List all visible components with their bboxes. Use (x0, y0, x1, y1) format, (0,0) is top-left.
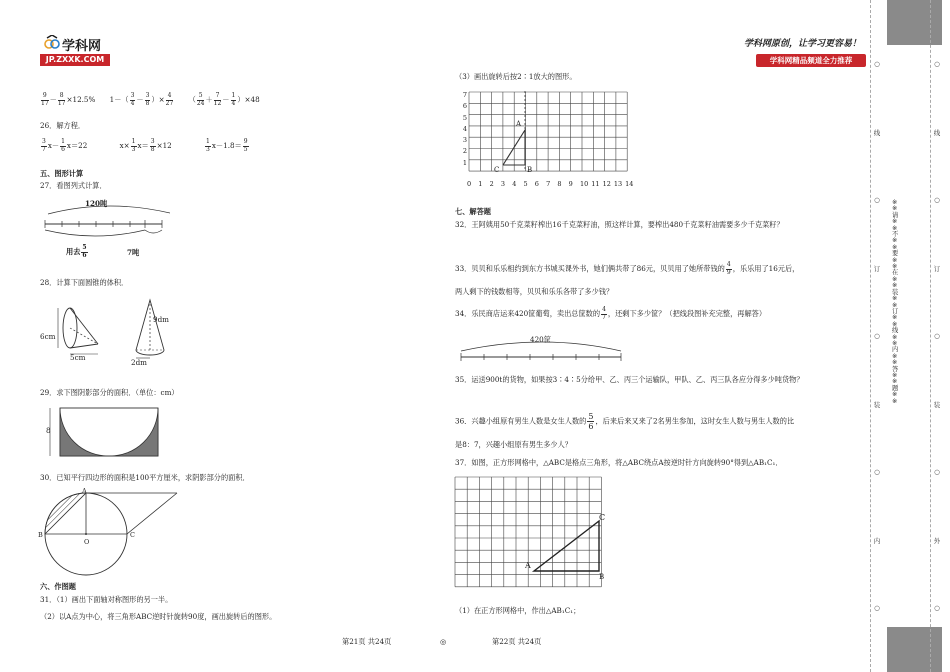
q30-circle-figure (38, 484, 188, 580)
point-b-label: B (38, 531, 43, 539)
page-number-right: 第22页 共24页 (492, 637, 542, 646)
q37-part1: （1）在正方形网格中，作出△AB₁C₁； (455, 606, 581, 615)
cone2-diameter: 2dm (131, 358, 147, 367)
grid1-point-c: C (494, 166, 500, 174)
grid2-point-c: C (599, 513, 606, 522)
q33-text: 33．贝贝和乐乐相约到东方书城买课外书，她们俩共带了86元，贝贝用了她所带钱的 $\frac{4}{9}$ ，乐乐用了16元后， (455, 261, 800, 276)
section-5-title: 五、图形计算 (40, 169, 84, 178)
q27-title: 27．看图列式计算． (40, 181, 107, 190)
q31-part2: （2）以A点为中心，将三角形ABC逆时针旋转90度，画出旋转后的图形。 (40, 612, 277, 621)
section-7-title: 七、解答题 (455, 207, 491, 216)
grid1-point-a: A (516, 120, 522, 128)
logo-icon (44, 35, 60, 49)
shaded-area (60, 408, 158, 456)
point-a-label: A (82, 487, 87, 495)
fraction: $\frac{1}{4}$ (231, 92, 236, 107)
slogan: 学科网原创，让学习更容易！ (744, 39, 862, 49)
q29-side-label: 8 (46, 426, 51, 435)
shaded-area (45, 493, 86, 534)
q34-text: 34．乐民商店运来420筐葡萄，卖出总筐数的 $\frac{4}{7}$ ，还剩下多少筐？（把线段图补充完整，再解答） (455, 306, 767, 321)
footer-mark: ◎ (440, 637, 447, 646)
fraction: $\frac{3}{8}$ (145, 92, 150, 107)
cone1-radius: 5cm (70, 353, 86, 362)
q37-text: 37．如图，正方形网格中，△ABC是格点三角形，将△ABC绕点A按逆时针方向旋转90°得到△AB₁C₁． (455, 458, 783, 467)
grid1-y-ticks: 7 6 5 4 3 2 1 (462, 91, 467, 167)
q31-part1: 31．（1）画出下面轴对称图形的另一半。 (40, 595, 173, 604)
q32-text: 32．王阿姨用50千克菜籽榨出16千克菜籽油，照这样计算，要榨出480千克菜籽油需要多少千克菜籽？ (455, 220, 784, 229)
q30-title: 30．已知平行四边形的面积是100平方厘米，求阴影部分的面积． (40, 473, 250, 482)
q28-cones-figure (40, 294, 180, 368)
q34-total-label: 420筐 (530, 335, 551, 344)
logo-name: 学科网 (62, 39, 102, 54)
q27-used-label: 用去 $\frac{5}{6}$ (66, 244, 87, 259)
q27-total-label: 120吨 (85, 199, 108, 208)
q33-text-2: 两人剩下的钱数相等，贝贝和乐乐各带了多少钱？ (455, 287, 614, 296)
binding-note: ※※请※※不※※要※※在※※装※※订※※线※※内※※答※※题※※ (892, 199, 899, 405)
q26-equations: $\frac{3}{7}$ x－ $\frac{1}{6}$ x＝22 x× $\frac{1}{3}$ x＝ $\frac{3}{8}$ ×12 $\frac{1}{3}$ x－1.8＝ $\frac{9}{5}$ (42, 138, 248, 153)
point-o-label: O (84, 538, 90, 546)
page-number-left: 第21页 共24页 (342, 637, 392, 646)
point-c-label: C (130, 531, 135, 539)
grid1-x-ticks: 0 1 2 3 4 5 6 7 8 9 10 11 12 13 14 (467, 180, 634, 188)
q36-text: 36．兴趣小组原有男生人数是女生人数的 $\frac{5}{6}$ ，后来后来又来了2名男生参加，这时女生人数与男生人数的比 (455, 412, 795, 431)
grid2-point-a: A (525, 561, 531, 570)
q27-rest-label: 7吨 (127, 248, 140, 257)
grid2-point-b: B (599, 573, 605, 581)
cone1-height: 6cm (40, 332, 56, 341)
fraction: $\frac{4}{27}$ (165, 92, 174, 107)
promo-banner: 学科网精品频道全力推荐 (756, 54, 866, 67)
fraction: $\frac{7}{12}$ (213, 92, 222, 107)
q35-text: 35．运送900t的货物，如果按3∶4∶5分给甲、乙、丙三个运输队，甲队、乙、丙三队各应分得多少吨货物？ (455, 375, 804, 384)
grid-figure-2 (453, 475, 615, 589)
fraction: $\frac{3}{4}$ (130, 92, 135, 107)
grid1-point-b: B (527, 166, 533, 174)
grid-figure-1 (455, 86, 645, 190)
q29-shaded-figure (44, 404, 162, 460)
logo (40, 33, 112, 69)
fraction: $\frac{9}{17}$ (41, 92, 49, 107)
cone2-height: 9dm (153, 315, 169, 324)
q36-text-2: 是8：7，兴趣小组原有男生多少人？ (455, 440, 572, 449)
fraction: $\frac{5}{24}$ (196, 92, 205, 107)
q31-part3: （3）画出旋转后按2∶1放大的图形。 (455, 72, 577, 81)
binding-line-right: ○ 线 ○ 订 ○ 装 ○ 外 ○ (930, 0, 943, 672)
fraction: $\frac{8}{17}$ (57, 92, 66, 107)
logo-url: JP.ZXXK.COM (40, 54, 110, 66)
section-6-title: 六、作图题 (40, 582, 76, 591)
q26-title: 26．解方程． (40, 121, 86, 130)
calc-row: $\frac{9}{17}$ － $\frac{8}{17}$ ×12.5% 1－（ $\frac{3}{4}$ － $\frac{3}{8}$ ）× $\frac{4}{27}$ （ $\frac{5}{24}$ ＋ $\frac{7}{12}$ － $\frac{1}{4}$ ）×48 (41, 92, 260, 107)
q28-title: 28．计算下面圆锥的体积． (40, 278, 129, 287)
q29-title: 29．求下图阴影部分的面积．（单位：cm） (40, 388, 179, 397)
binding-line-left: ○ 线 ○ 订 ○ 装 ○ 内 ○ (870, 0, 883, 672)
